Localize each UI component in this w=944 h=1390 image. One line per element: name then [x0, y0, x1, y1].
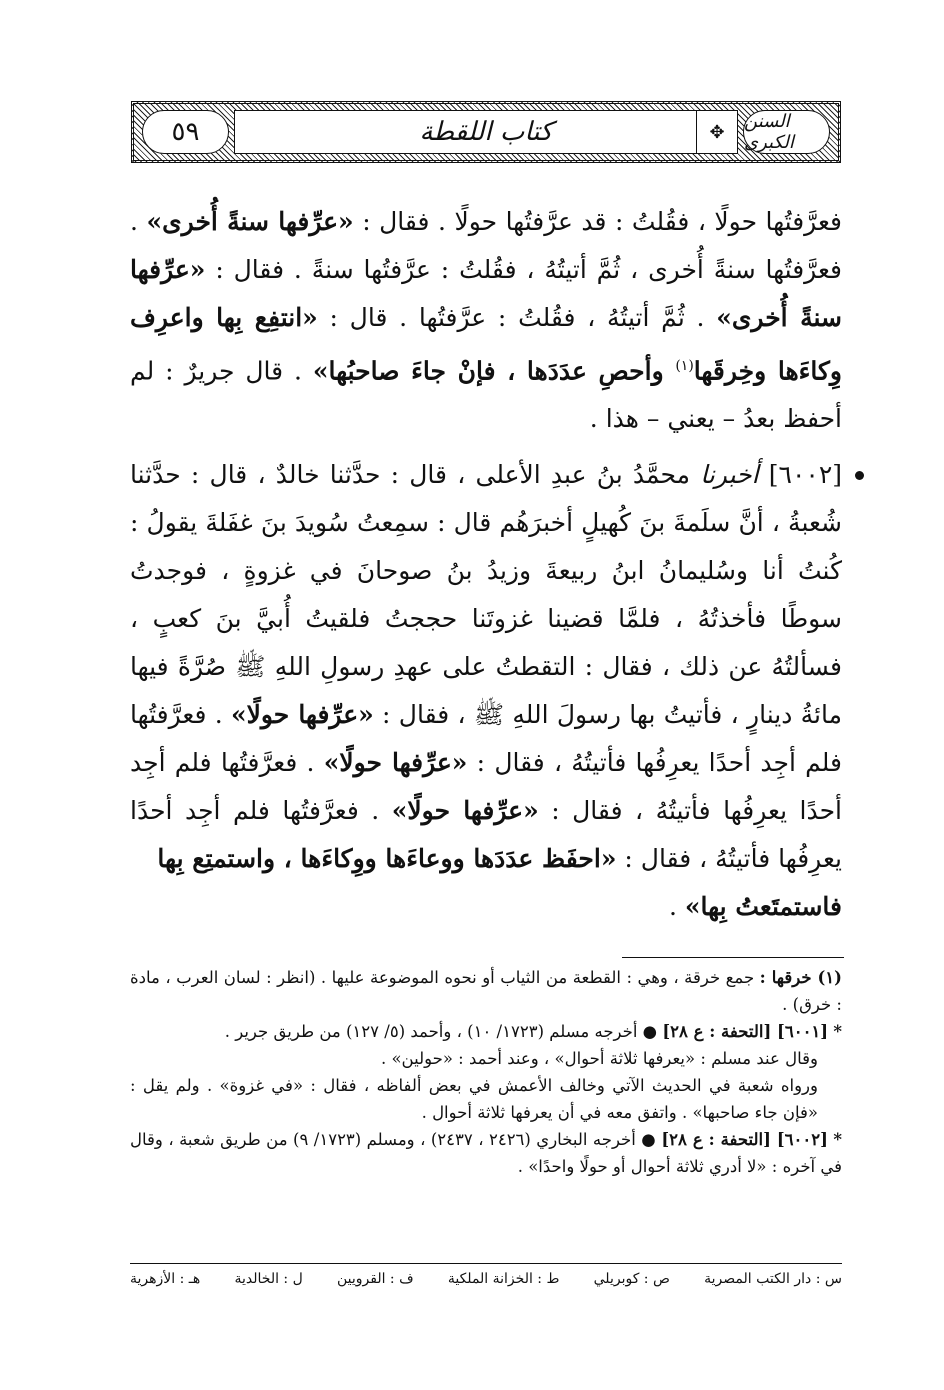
legend-item: س : دار الكتب المصرية [704, 1271, 842, 1287]
note-label: [٦٠٠٢] [التحفة : ع ٢٨] [661, 1130, 828, 1149]
hadith-6002 [130, 451, 842, 883]
header-ornament-right: ✥ [696, 110, 738, 154]
footnote-label: (١) خرقها : [759, 968, 842, 987]
footnote-text: جمع خرقة ، وهي : القطعة من الثياب أو نحوه الموضوعة عليها . (انظر : لسان العرب ، مادة : خرق) . [130, 968, 842, 1014]
text-segment: فعرَّفتُها حولًا ، فقُلتُ : قد عرَّفتُها حولًا . فقال : [353, 207, 842, 236]
text-segment: . فعرَّفتُها فلم أجِد أحدًا يعرِفُها فأتيتُهُ ، فقال : [130, 796, 842, 874]
prophetic-quote: «عرِّفها سنةً أُخرى» [146, 207, 354, 236]
legend-divider [130, 1263, 842, 1264]
legend-item: ط : الخزانة الملكية [447, 1271, 560, 1287]
note-text: ● أخرجه البخاري (٢٤٢٦ ، ٢٤٣٧) ، ومسلم (١٧٢٣/ ٩) من طريق شعبة ، وقال في آخره : «لا أدري ثلاثة أحوال أو حولًا واحدًا» . [130, 1130, 842, 1176]
footnote-marker: (١) [675, 358, 694, 374]
prophetic-quote: «عرِّفها سنةً أُخرى» [130, 255, 842, 332]
akhbarana-word: أخبرنا [700, 460, 759, 490]
note-6001 [130, 1018, 842, 1045]
main-text [130, 198, 842, 931]
prophetic-quote: «عرِّفها حولًا» [391, 796, 539, 826]
legend-item: ل : الخالدية [234, 1271, 303, 1287]
prophetic-quote: «احفَظ عدَدَها ووعاءَها ووِكاءَها ، واستمتِع بِها [157, 844, 617, 874]
book-logo: السنن الكبرى [743, 110, 830, 154]
bullet-icon [855, 471, 864, 480]
prophetic-quote: «انتفِع بِها واعرِف وِكاءَها وخِرقَها [130, 303, 842, 386]
prophetic-quote: «عرِّفها حولًا» [323, 748, 468, 778]
text-segment: . فعرَّفتُها فلم أجِد أحدًا يعرِفُها فأتيتُهُ ، فقال : [130, 700, 843, 778]
legend-item: هـ : الأزهرية [130, 1271, 201, 1287]
text-segment: . قال جريرٌ : لم أحفظ بعدُ – يعني – هذا . [130, 356, 842, 434]
star-icon: * [833, 1130, 842, 1149]
note-label: [٦٠٠١] [التحفة : ع ٢٨] [662, 1022, 829, 1041]
prophetic-quote: فاستمتَعتُ بِها» [684, 892, 842, 922]
footnotes [130, 964, 842, 1180]
manuscript-legend [130, 1268, 842, 1290]
legend-item: ف : القرويين [336, 1271, 414, 1287]
footnote-1 [130, 964, 842, 1018]
star-icon: * [833, 1022, 842, 1041]
hadith-6001-continuation [130, 198, 842, 443]
note-text: ● أخرجه مسلم (١٧٢٣/ ١٠) ، وأحمد (٥/ ١٢٧) من طريق جرير . [224, 1022, 663, 1041]
note-text: وقال عند مسلم : «يعرفها ثلاثة أحوال» ، وعند أحمد : «حولين» . [380, 1049, 818, 1068]
note-6002 [130, 1126, 842, 1180]
chapter-title: كتاب اللقطة [234, 110, 738, 154]
legend-item: ص : كوبريلي [593, 1271, 670, 1287]
prophetic-quote: وأحصِ عدَدَها ، فإنْ جاءَ صاحبُها» [312, 356, 676, 386]
prophetic-quote: «عرِّفها حولًا» [231, 700, 374, 730]
page-number: ٥٩ [142, 110, 229, 154]
text-segment: . فعرَّفتُها فلم أجِد أحدًا يعرِفُها فأتيتُهُ ، فقال : [130, 748, 842, 826]
hadith-number: [٦٠٠٢] [768, 460, 843, 490]
text-segment: محمَّدُ بنُ عبدِ الأعلى ، قال : حدَّثنا خالدٌ ، قال : حدَّثنا شُعبةُ ، أنَّ سلَمةَ بنَ كُهيلٍ أخبرَهُم قال : سمِعتُ سُويدَ بنَ غفَلةَ يقولُ : كُنتُ أنا وسُليمانُ ابنُ ربيعةَ وزيدُ بنُ صوحانَ في غزوةٍ ، فوجدتُ سوطًا فأخذتُهُ ، فلمَّا قضينا غزوتَنا حججتُ فلقيتُ أُبيَّ بنَ كعبٍ ، فسألتُهُ عن ذلك ، فقال : التقطتُ على عهدِ رسولِ اللهِ ﷺ صُرَّةً فيها مائةُ دينارٍ ، فأتيتُ بها رسولَ اللهِ ﷺ ، فقال : [130, 460, 842, 730]
footnote-divider [622, 957, 844, 958]
hadith-6002-end [130, 883, 842, 931]
text-segment: . ثُمَّ أتيتُهُ ، فقُلتُ : عرَّفتُها . قال : [317, 303, 717, 332]
page-header [131, 101, 841, 163]
note-text: ورواه شعبة في الحديث الآتي وخالف الأعمش في بعض ألفاظه ، فقال : «في غزوة» . ولم يقل : «فإن جاء صاحبها» . واتفق معه في أن يعرفها ثلاثة أحوال . [130, 1076, 818, 1122]
text-segment: . فعرَّفتُها سنةً أُخرى ، ثُمَّ أتيتُهُ ، فقُلتُ : عرَّفتُها سنةً . فقال : [130, 207, 842, 284]
text-segment: . [669, 892, 685, 922]
